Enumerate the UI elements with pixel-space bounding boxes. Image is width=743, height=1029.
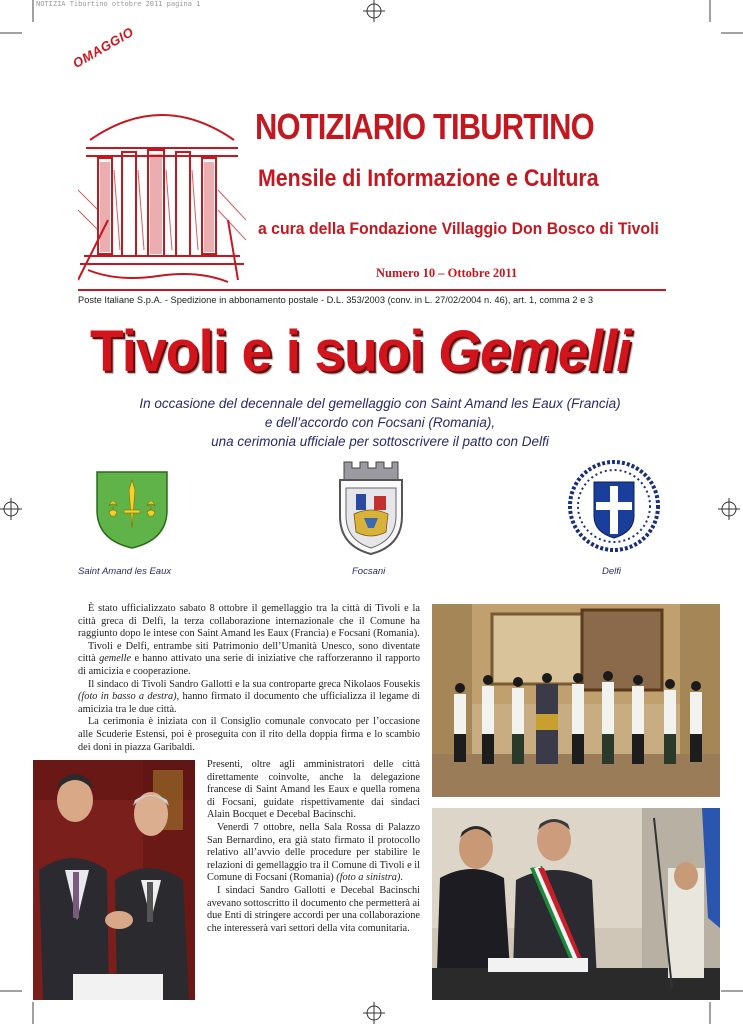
delfi-signing-photo <box>432 808 720 1000</box>
headline-part2: Gemelli <box>438 319 631 384</box>
headline-subtitle <box>90 394 670 451</box>
text-run: , hanno firmato il documento che ufficializza il legame di amicizia tra le due città. <box>78 691 420 715</box>
temple-logo-icon <box>78 70 246 288</box>
masthead-title: NOTIZIARIO TIBURTINO <box>255 106 594 147</box>
article-paragraph <box>78 641 420 679</box>
headline-part1: Tivoli e i suoi <box>90 319 439 384</box>
article-intro <box>78 603 420 754</box>
delfi-greek-emblem-icon <box>566 458 662 554</box>
article-paragraph <box>78 679 420 717</box>
masthead-subtitle: Mensile di Informazione e Cultura <box>258 165 599 192</box>
article-paragraph <box>207 822 420 885</box>
divider <box>78 289 666 291</box>
text-run: Venerdì 7 ottobre, nella Sala Rossa di Palazzo San Bernardino, era già stato firmato il protocollo relativo all’avvio delle procedure per stabilire le relazioni di gemellaggio tra il Comune di Tivoli e il Comune di Focsani (Romania) <box>207 821 420 884</box>
text-run: Tivoli e Delfi, entrambe siti Patrimonio dell’Umanità Unesco, sono diventate città <box>78 640 420 665</box>
registration-mark-icon <box>363 0 385 22</box>
omaggio-stamp: OMAGGIO <box>70 24 137 71</box>
text-run: (foto in basso a destra) <box>78 691 177 703</box>
postal-notice: Poste Italiane S.p.A. - Spedizione in abbonamento postale - D.L. 353/2003 (conv. in L. 27/02/2004 n. 46), art. 1, comma 2 e 3 <box>78 295 594 305</box>
emblem-caption: Focsani <box>352 566 386 577</box>
saint-amand-coat-of-arms-icon <box>95 470 169 550</box>
registration-mark-icon <box>718 498 740 520</box>
article-paragraph: I sindaci Sandro Gallotti e Decebal Bacinschi avevano sottoscritto il documento che permetterà ai due Enti di stringere accordi per una collaborazione che interesserà vari settori della vita comunitaria. <box>207 884 420 934</box>
subtitle-line: In occasione del decennale del gemellaggio con Saint Amand les Eaux (Francia) <box>139 396 621 411</box>
subtitle-line: una cerimonia ufficiale per sottoscrivere il patto con Delfi <box>211 434 549 449</box>
emblem-caption: Saint Amand les Eaux <box>78 566 172 577</box>
subtitle-line: e dell’accordo con Focsani (Romania), <box>264 415 496 430</box>
article-paragraph: La cerimonia è iniziata con il Consiglio comunale convocato per l’occasione alle Scuderie Estensi, poi è proseguita con il rito della doppia firma e lo scambio dei doni in piazza Garibaldi. <box>78 716 420 753</box>
text-run: (foto a sinistra) <box>336 872 401 884</box>
print-slug: NOTIZIA Tiburtino ottobre 2011 pagina 1 <box>36 0 201 8</box>
article-continuation <box>207 759 420 935</box>
masthead-curator: a cura della Fondazione Villaggio Don Bosco di Tivoli <box>258 219 659 238</box>
headline <box>90 318 631 385</box>
folk-dancers-photo <box>432 604 720 797</box>
text-run: . <box>400 872 403 884</box>
registration-mark-icon <box>363 1002 385 1024</box>
article-paragraph: È stato ufficializzato sabato 8 ottobre il gemellaggio tra la città di Tivoli e la città greca di Delfi, la terza collaborazione internazionale che il Comune ha raggiunto dopo le intese con Saint Amand les Eaux (Francia) e Focsani (Romania). <box>78 603 420 640</box>
text-run: e hanno attivato una serie di iniziative che rafforzeranno il rapporto di amicizia e cooperazione. <box>78 653 420 677</box>
emblem-caption: Delfi <box>602 566 622 577</box>
text-run: Il sindaco di Tivoli Sandro Gallotti e la sua controparte greca Nikolaos Fousekis <box>88 678 420 690</box>
registration-mark-icon <box>0 498 22 520</box>
article-paragraph: Presenti, oltre agli amministratori delle città direttamente coinvolte, anche la delegazione francese di Saint Amand les Eaux e quella romena di Focsani, guidate rispettivamente dai sindaci Alain Bocquet e Decebal Bacinschi. <box>207 759 420 821</box>
mayors-handshake-photo <box>33 760 195 1000</box>
issue-number: Numero 10 – Ottobre 2011 <box>376 266 518 280</box>
text-run: gemelle <box>99 653 132 665</box>
focsani-coat-of-arms-icon <box>334 458 408 558</box>
